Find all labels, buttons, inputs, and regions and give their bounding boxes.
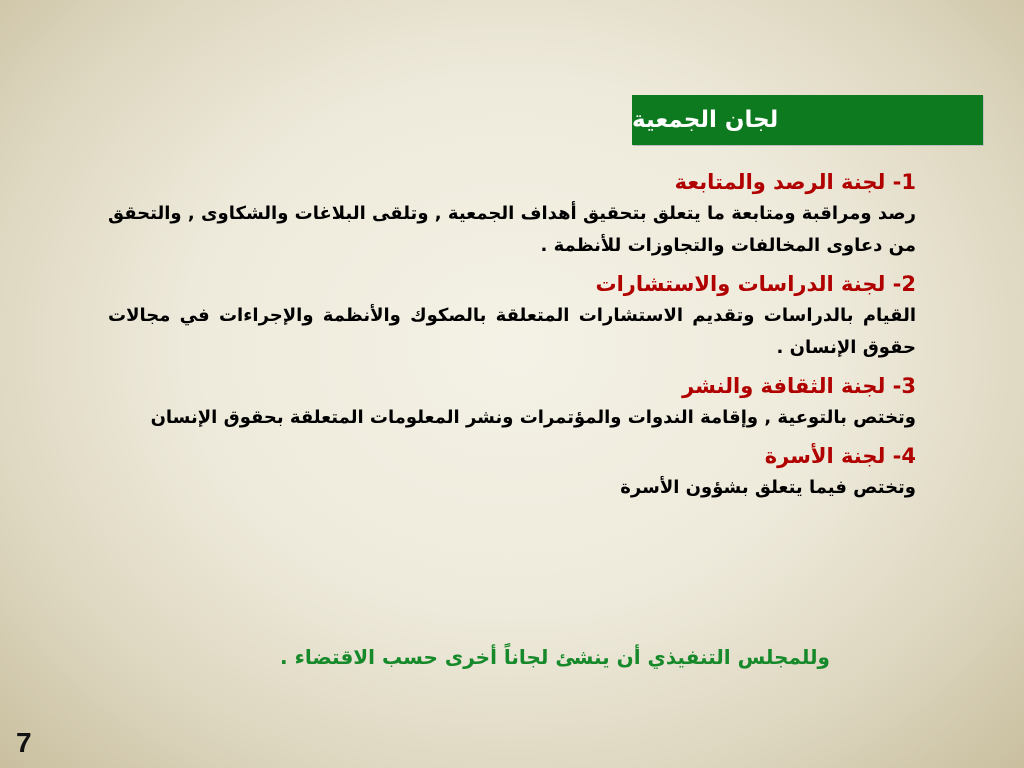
slide-number: 7 [16, 727, 32, 758]
slide-title [632, 95, 983, 145]
committee-section-2 [108, 268, 916, 364]
committee-heading-4: 4- لجنة الأسرة [764, 444, 916, 468]
committee-description-2: القيام بالدراسات وتقديم الاستشارات المتعلقة بالصكوك والأنظمة والإجراءات في مجالات حقوق الإنسان . [108, 305, 916, 358]
committee-section-3 [108, 370, 916, 434]
committees-list [108, 166, 916, 510]
committee-heading-2: 2- لجنة الدراسات والاستشارات [595, 272, 916, 296]
committee-description-1: رصد ومراقبة ومتابعة ما يتعلق بتحقيق أهداف الجمعية , وتلقى البلاغات والشكاوى , والتحقق من دعاوى المخالفات والتجاوزات للأنظمة . [108, 203, 916, 256]
committee-heading-3: 3- لجنة الثقافة والنشر [682, 374, 916, 398]
executive-council-note: وللمجلس التنفيذي أن ينشئ لجاناً أخرى حسب الاقتضاء . [280, 645, 830, 669]
committee-description-3: وتختص بالتوعية , وإقامة الندوات والمؤتمرات ونشر المعلومات المتعلقة بحقوق الإنسان [150, 407, 916, 428]
committee-heading-1: 1- لجنة الرصد والمتابعة [674, 170, 916, 194]
committee-section-4 [108, 440, 916, 504]
slide-title-text: لجان الجمعية [632, 107, 779, 133]
committee-section-1 [108, 166, 916, 262]
committee-description-4: وتختص فيما يتعلق بشؤون الأسرة [620, 477, 916, 498]
